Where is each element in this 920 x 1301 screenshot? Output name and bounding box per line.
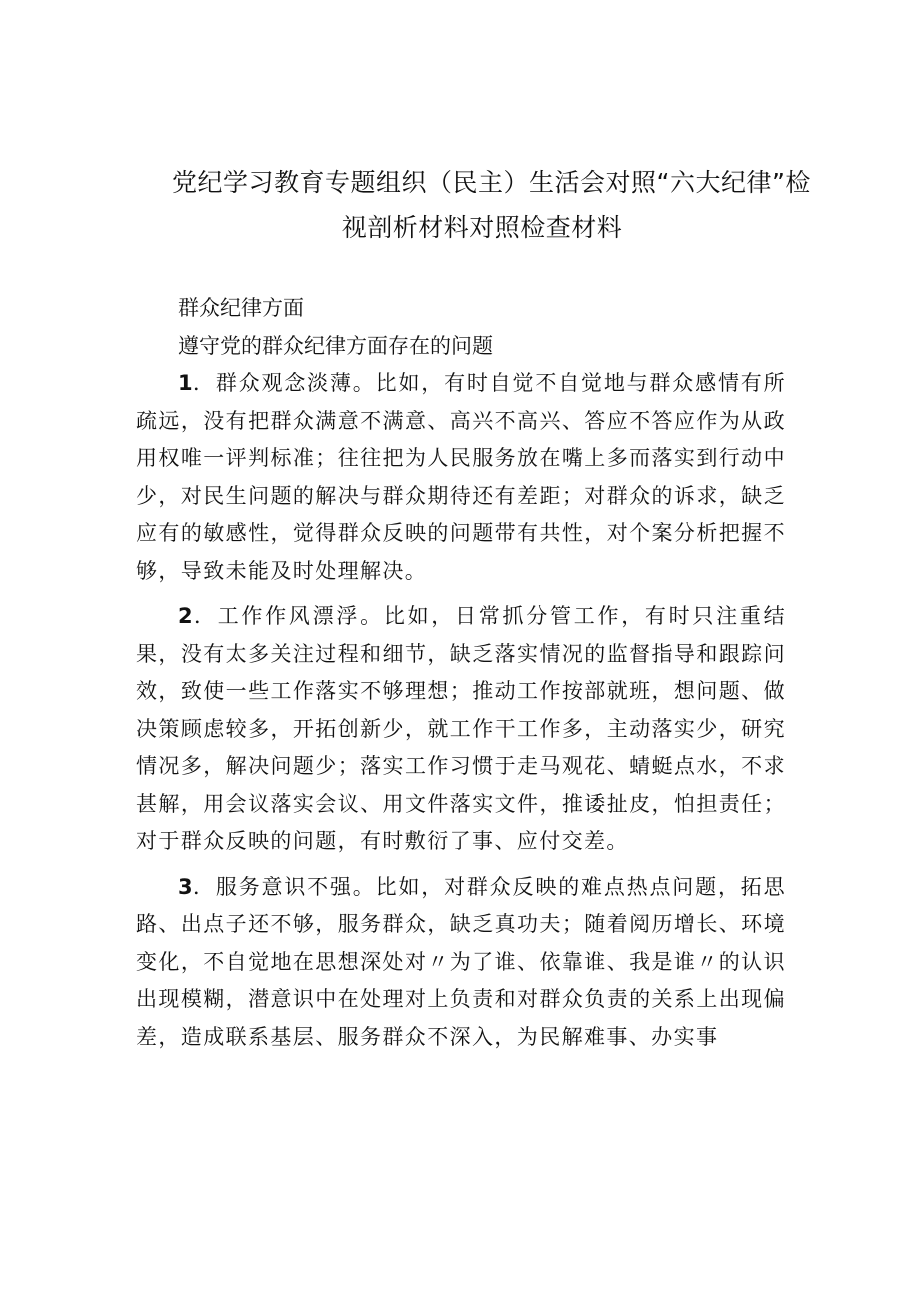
section-heading: 群众纪律方面 (178, 296, 304, 320)
paragraph-number: 3 (178, 874, 193, 899)
paragraph-1 (136, 365, 786, 590)
document-title (172, 160, 811, 250)
paragraph-text: ．群众观念淡薄。比如，有时自觉不自觉地与群众感情有所疏远，没有把群众满意不满意、高兴不高兴、答应不答应作为从政用权唯一评判标准；往往把为人民服务放在嘴上多而落实到行动中少，对民生问题的解决与群众期待还有差距；对群众的诉求，缺乏应有的敏感性，觉得群众反映的问题带有共性，对个案分析把握不够，导致未能及时处理解决。 (136, 371, 786, 583)
sub-heading: 遵守党的群众纪律方面存在的问题 (178, 333, 493, 358)
paragraph-3 (136, 869, 786, 1057)
paragraph-number: 1 (178, 371, 193, 395)
paragraph-number: 2 (178, 604, 193, 628)
title-line-1: 党纪学习教育专题组织（民主）生活会对照“六大纪律”检 (172, 168, 811, 197)
title-line-2: 视剖析材料对照检查材料 (341, 213, 623, 242)
paragraph-text: ．服务意识不强。比如，对群众反映的难点热点问题，拓思路、出点子还不够，服务群众，缺乏真功夫；随着阅历增长、环境变化，不自觉地在思想深处对〃为了谁、依靠谁、我是谁〃的认识出现模糊，潜意识中在处理对上负责和对群众负责的关系上出现偏差，造成联系基层、服务群众不深入，为民解难事、办实事 (136, 874, 786, 1049)
document-body (136, 290, 786, 1056)
paragraph-text: ．工作作风漂浮。比如，日常抓分管工作，有时只注重结果，没有太多关注过程和细节，缺乏落实情况的监督指导和跟踪问效，致使一些工作落实不够理想；推动工作按部就班，想问题、做决策顾虑较多，开拓创新少，就工作干工作多，主动落实少，研究情况多，解决问题少；落实工作习惯于走马观花、蜻蜓点水，不求甚解，用会议落实会议、用文件落实文件，推诿扯皮，怕担责任；对于群众反映的问题，有时敷衍了事、应付交差。 (136, 604, 786, 853)
paragraph-2 (136, 598, 786, 861)
